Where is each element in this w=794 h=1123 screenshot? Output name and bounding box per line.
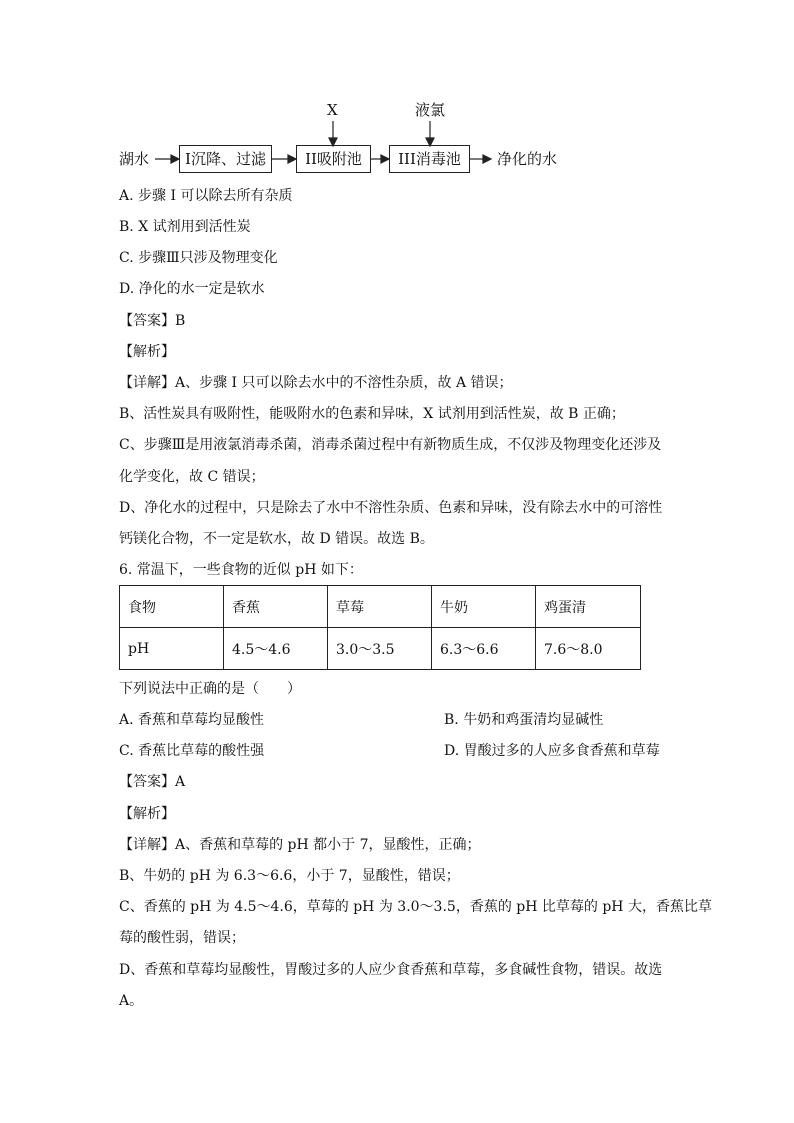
flow-input-liquid-chlorine: 液氯 xyxy=(415,101,446,119)
flow-input-x: X xyxy=(327,101,338,119)
table-cell: 食物 xyxy=(120,586,224,628)
q6-question: 下列说法中正确的是（ ） xyxy=(119,681,301,697)
q6-stem: 6. 常温下，一些食物的近似 pH 如下： xyxy=(119,562,363,578)
q6-detail-line: 【详解】A、香蕉和草莓的 pH 都小于 7，显酸性，正确； xyxy=(119,837,481,853)
q6-detail-line: C、香蕉的 pH 为 4.5～4.6，草莓的 pH 为 3.0～3.5，香蕉的 pH 比草莓的 pH 大，香蕉比草 xyxy=(119,899,712,915)
table-row xyxy=(120,628,641,670)
q6-detail-line: 莓的酸性弱，错误； xyxy=(119,930,245,946)
q6-option-b: B. 牛奶和鸡蛋清均显碱性 xyxy=(444,712,604,728)
q6-detail-line: D、香蕉和草莓均显酸性，胃酸过多的人应少食香蕉和草莓，多食碱性食物，错误。故选 xyxy=(119,962,663,978)
q5-option-b: B. X 试剂用到活性炭 xyxy=(119,219,251,235)
flow-step3-box: III消毒池 xyxy=(389,145,470,173)
q5-analysis-label: 【解析】 xyxy=(119,344,175,360)
q5-option-a: A. 步骤 I 可以除去所有杂质 xyxy=(119,188,293,204)
table-cell: 鸡蛋清 xyxy=(536,586,641,628)
q6-answer: 【答案】A xyxy=(119,774,186,790)
q5-detail-line: B、活性炭具有吸附性，能吸附水的色素和异味，X 试剂用到活性炭，故 B 正确； xyxy=(119,406,625,422)
table-cell: 草莓 xyxy=(328,586,432,628)
arrowhead-3 xyxy=(381,155,389,163)
q6-option-d: D. 胃酸过多的人应多食香蕉和草莓 xyxy=(444,743,660,759)
table-cell: 6.3～6.6 xyxy=(432,628,536,670)
arrowhead-2 xyxy=(288,155,296,163)
q5-detail-line: 钙镁化合物，不一定是软水，故 D 错误。故选 B。 xyxy=(119,531,434,547)
ph-table xyxy=(119,585,641,670)
flow-step2-box: II吸附池 xyxy=(296,145,371,173)
q5-detail-line: 化学变化，故 C 错误； xyxy=(119,469,265,485)
table-header-row xyxy=(120,586,641,628)
arrowhead-1 xyxy=(171,155,179,163)
q5-detail-line: 【详解】A、步骤 I 只可以除去水中的不溶性杂质，故 A 错误； xyxy=(119,375,513,391)
table-cell: 牛奶 xyxy=(432,586,536,628)
q6-option-c: C. 香蕉比草莓的酸性强 xyxy=(119,743,265,759)
q5-detail-line: D、净化水的过程中，只是除去了水中不溶性杂质、色素和异味，没有除去水中的可溶性 xyxy=(119,500,663,516)
q6-detail-line: B、牛奶的 pH 为 6.3～6.6，小于 7，显酸性，错误； xyxy=(119,868,460,884)
q6-detail-line: A。 xyxy=(119,993,144,1009)
q5-option-c: C. 步骤Ⅲ只涉及物理变化 xyxy=(119,250,278,266)
flow-source: 湖水 xyxy=(119,150,150,168)
q5-answer: 【答案】B xyxy=(119,313,186,329)
table-cell: 4.5～4.6 xyxy=(224,628,328,670)
q5-option-d: D. 净化的水一定是软水 xyxy=(119,281,265,297)
q5-detail-line: C、步骤Ⅲ是用液氯消毒杀菌，消毒杀菌过程中有新物质生成，不仅涉及物理变化还涉及 xyxy=(119,437,662,453)
q6-option-a: A. 香蕉和草莓均显酸性 xyxy=(119,712,265,728)
table-cell: 7.6～8.0 xyxy=(536,628,641,670)
flow-step1-box: I沉降、过滤 xyxy=(179,145,272,173)
arrowhead-4 xyxy=(483,155,491,163)
q6-analysis-label: 【解析】 xyxy=(119,806,175,822)
flow-output: 净化的水 xyxy=(497,150,558,168)
table-cell: 3.0～3.5 xyxy=(328,628,432,670)
table-cell: pH xyxy=(120,628,224,670)
table-cell: 香蕉 xyxy=(224,586,328,628)
